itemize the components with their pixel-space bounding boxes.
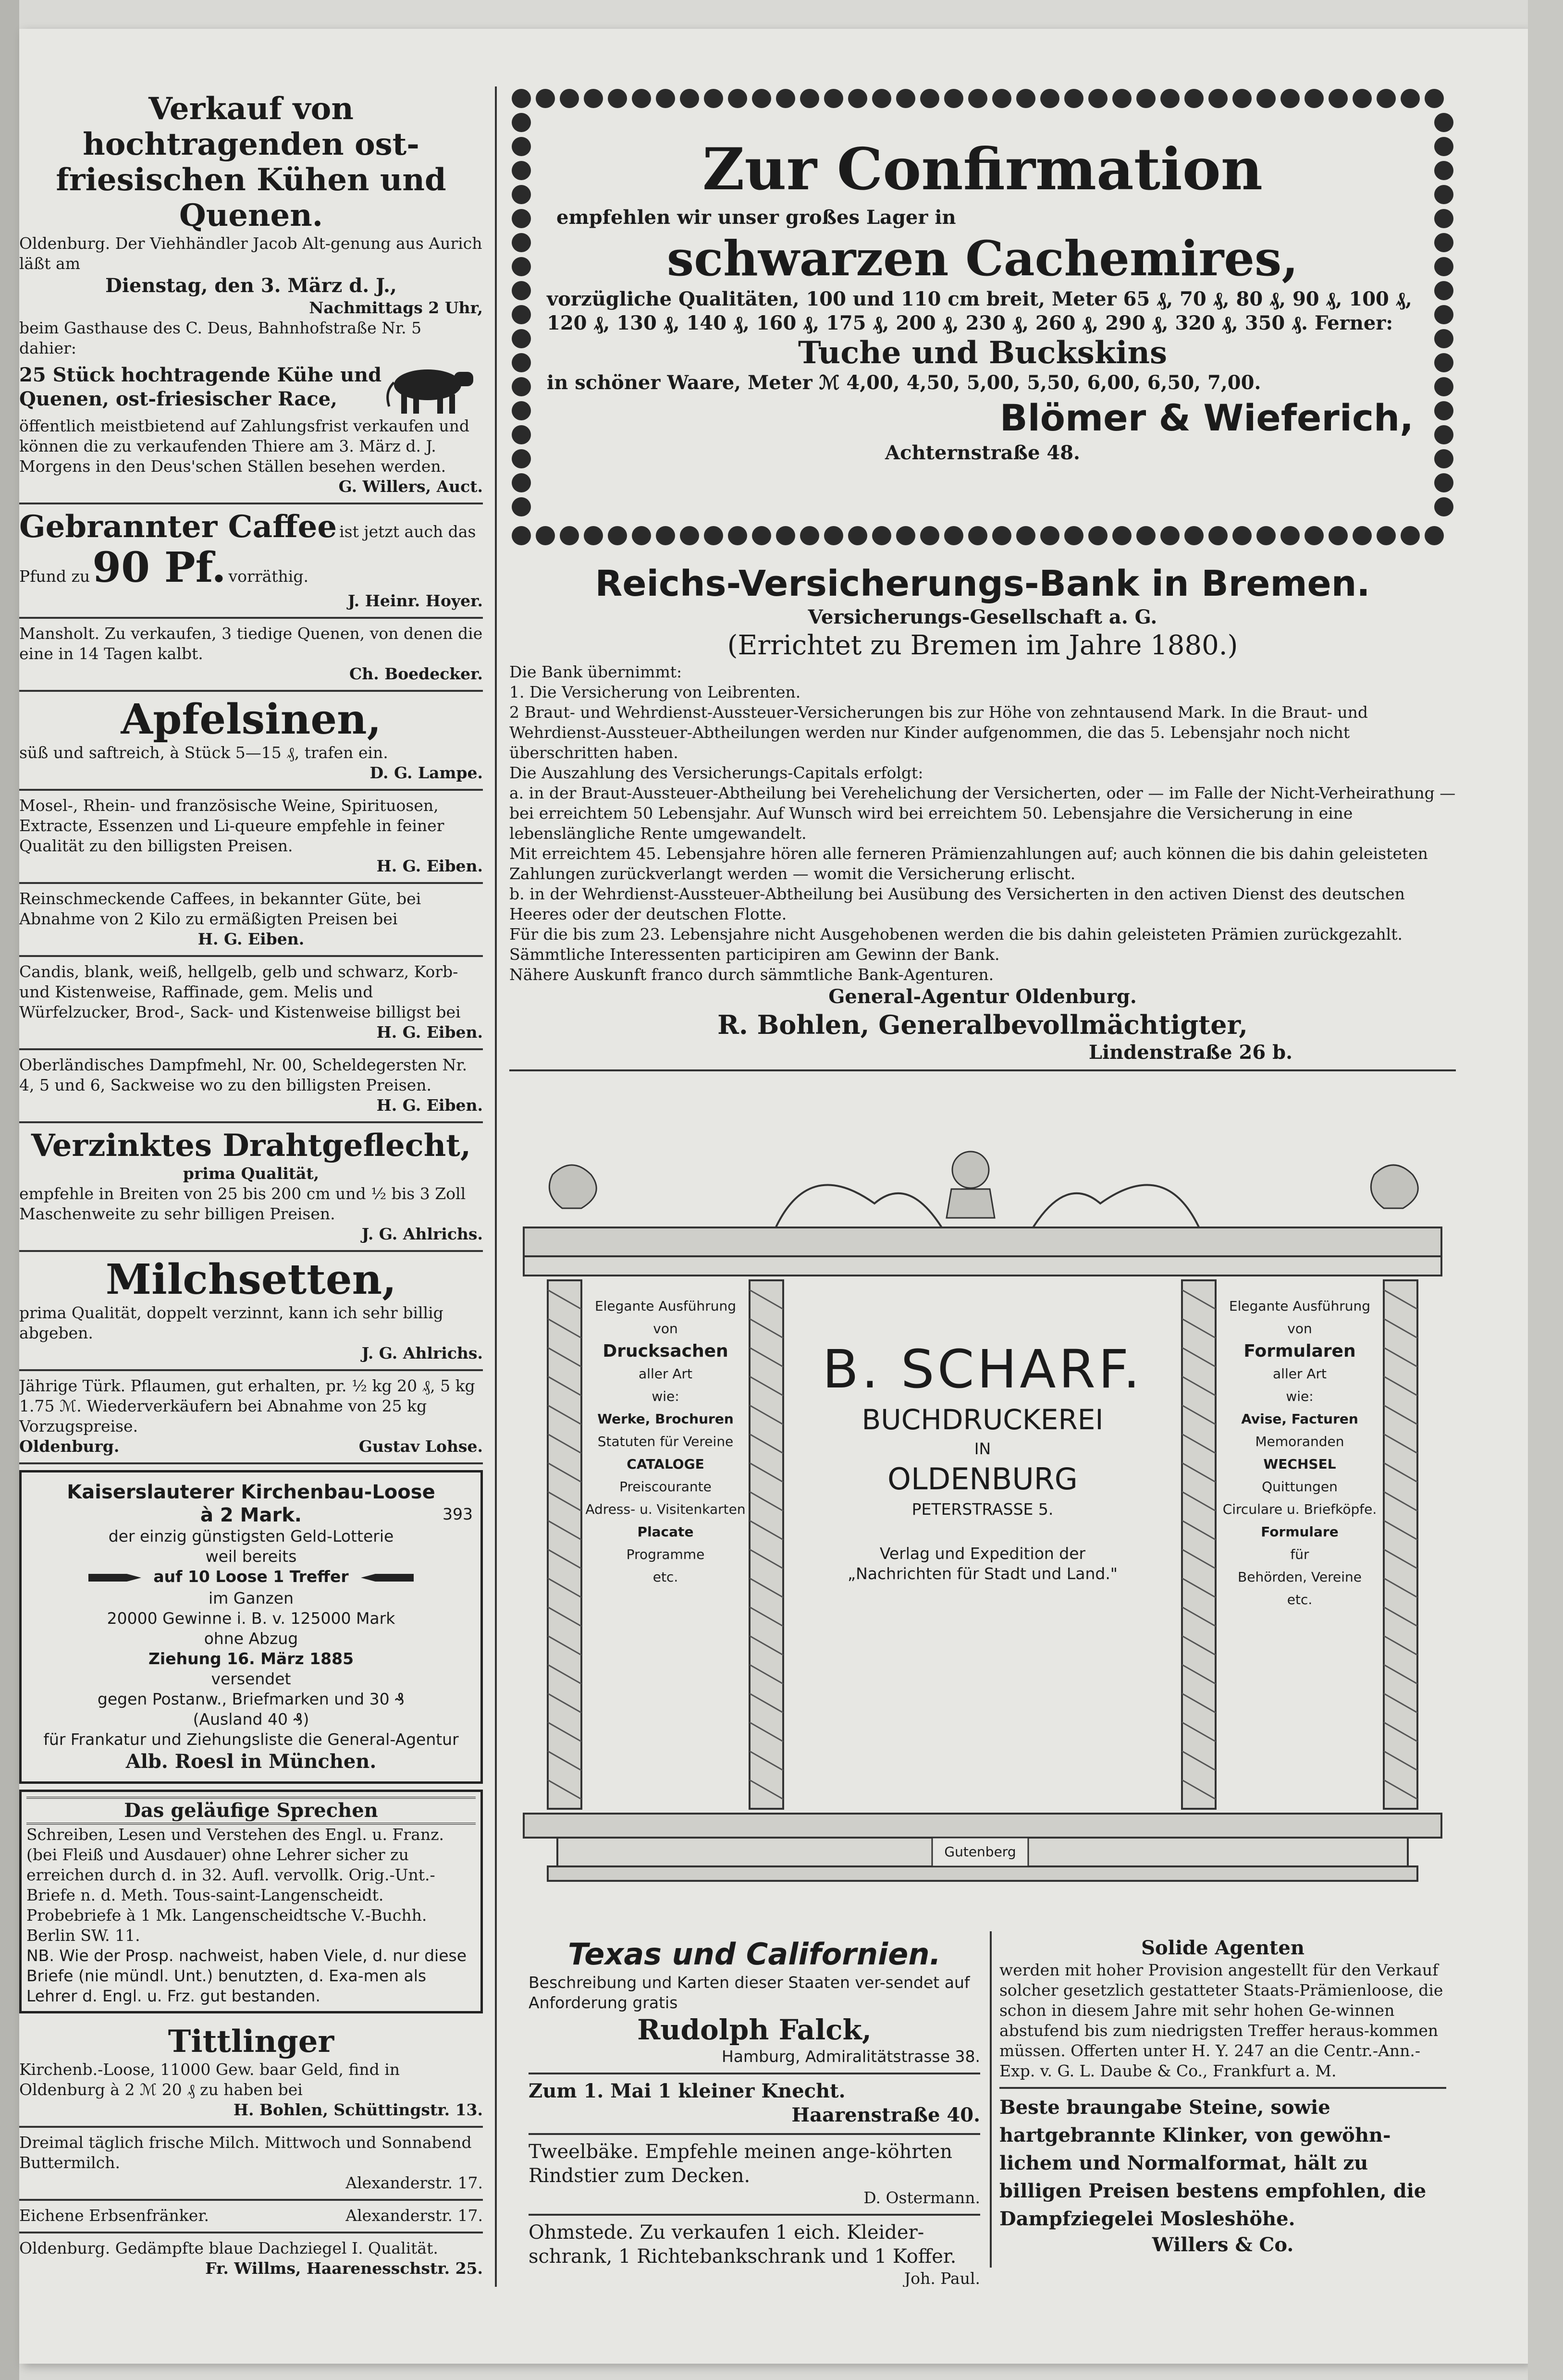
border-dot [1434, 185, 1453, 204]
border-dot [920, 89, 939, 108]
border-dot [1434, 377, 1453, 396]
ad-text: Zum 1. Mai 1 kleiner Knecht. [529, 2080, 846, 2102]
ad-text: Mansholt. Zu verkaufen, 3 tiedige Quenen, von denen die eine in 14 Tagen kalbt. [19, 624, 483, 663]
ad-text: Schreiben, Lesen und Verstehen des Engl. u. Franz. (bei Fleiß und Ausdauer) ohne Lehrer sicher zu erreichen durch d. in 32. Aufl. vervollk. Orig.-Unt.-Briefe n. d. Meth. Tous-saint-Langenscheidt. Probebriefe à 1 Mk. Langenscheidtsche V.-Buchh. Berlin SW. 11. [26, 1825, 444, 1945]
border-dot [1434, 353, 1453, 372]
border-dot [1434, 257, 1453, 276]
ad-text: Jährige Türk. Pflaumen, gut erhalten, pr. ½ kg 20 ₰, 5 kg 1.75 ℳ. Wiederverkäufern bei Abnahme von 25 kg Vorzugspreise. [19, 1376, 475, 1435]
printer-list-item: von [653, 1321, 678, 1337]
ad-title: Kaiserslauterer Kirchenbau-Loose [67, 1481, 435, 1503]
ad-cattle-sale [19, 86, 483, 504]
ad-signature: R. Bohlen, Generalbevollmächtigter, [717, 1009, 1248, 1040]
border-dot [896, 89, 915, 108]
ad-text: Kirchenb.-Loose, 11000 Gew. baar Geld, find in Oldenburg à 2 ℳ 20 ₰ zu haben bei [19, 2060, 400, 2099]
border-dot [920, 526, 939, 545]
printer-list-item: Behörden, Vereine [1238, 1569, 1362, 1585]
ad-bricks [999, 2089, 1446, 2263]
border-dot [1112, 89, 1132, 108]
border-dot [1434, 305, 1453, 324]
border-dot [1434, 209, 1453, 228]
border-dot [512, 89, 531, 108]
border-dot [512, 233, 531, 252]
ad-text: Dreimal täglich frische Milch. Mittwoch und Sonnabend Buttermilch. [19, 2133, 472, 2172]
border-dot [560, 89, 579, 108]
ad-paragraph: Nähere Auskunft franco durch sämmtliche Bank-Agenturen. [509, 965, 994, 984]
ad-tittlinger [19, 2019, 483, 2128]
printer-name: B. SCHARF. [822, 1338, 1143, 1400]
pointing-hand-icon [354, 1567, 416, 1588]
printer-list-item: Avise, Facturen [1241, 1411, 1358, 1427]
border-dot [1353, 89, 1372, 108]
ad-line: empfehlen wir unser großes Lager in [556, 206, 956, 229]
ad-line: vorzügliche Qualitäten, 100 und 110 cm breit, Meter 65 ₰, 70 ₰, 80 ₰, 90 ₰, 100 ₰, 120 ₰, 130 ₰, 140 ₰, 160 ₰, 175 ₰, 200 ₰, 230 ₰, 260 ₰, 290 ₰, 320 ₰, 350 ₰. Ferner: [547, 288, 1412, 334]
border-dot [776, 526, 795, 545]
printer-list-item: wie: [652, 1388, 679, 1404]
border-dot [1112, 526, 1132, 545]
cow-icon [382, 358, 483, 416]
ad-signature: Willers & Co. [1152, 2233, 1294, 2256]
ad-title: Verkauf von hochtragenden ost-friesischen Kühen und Quenen. [56, 91, 446, 233]
border-dot [512, 113, 531, 132]
printer-list-item: Statuten für Vereine [597, 1434, 734, 1449]
border-dot [1434, 425, 1453, 444]
border-dot [1016, 89, 1035, 108]
ad-signature: H. G. Eiben. [197, 930, 305, 948]
ad-title: Verzinktes Drahtgeflecht, [31, 1128, 471, 1164]
border-dot [1434, 473, 1453, 492]
ad-title: Tittlinger [168, 2023, 334, 2060]
ad-signature: Ch. Boedecker. [349, 664, 483, 683]
ad-text: süß und saftreich, à Stück 5—15 ₰, trafen ein. [19, 743, 388, 762]
border-dot [512, 497, 531, 516]
printer-left-list [581, 1295, 750, 1588]
border-dot [848, 89, 867, 108]
border-dot [512, 526, 531, 545]
border-dot [1329, 526, 1348, 545]
ad-date: Dienstag, den 3. März d. J., [105, 274, 397, 297]
border-dot [1434, 449, 1453, 468]
ad-text: Eichene Erbsenfränker. [19, 2206, 209, 2225]
border-dot [1377, 526, 1396, 545]
scharf-printing-ad [509, 1136, 1456, 1914]
ad-text: empfehle in Breiten von 25 bis 200 cm und ½ bis 3 Zoll Maschenweite zu sehr billigen Preisen. [19, 1184, 466, 1223]
border-dot [1040, 89, 1059, 108]
printer-street: PETERSTRASSE 5. [911, 1500, 1054, 1519]
border-dot [512, 449, 531, 468]
border-dot [1329, 89, 1348, 108]
bank-ad [509, 562, 1456, 1071]
ad-signature: Blömer & Wieferich, [999, 396, 1414, 439]
ad-line: weil bereits [205, 1547, 297, 1566]
ad-address: Haarenstraße 40. [791, 2104, 980, 2126]
ad-intro: Oldenburg. Der Viehhändler Jacob Alt-genung aus Aurich läßt am [19, 234, 482, 273]
printer-right-list [1216, 1295, 1384, 1611]
border-dot [752, 526, 771, 545]
border-dot [512, 305, 531, 324]
ad-line: auf 10 Loose 1 Treffer [153, 1567, 349, 1586]
border-dot [1434, 161, 1453, 180]
border-dot [1401, 526, 1420, 545]
ad-subtitle: Tuche und Buckskins [798, 335, 1168, 371]
border-dot [1377, 89, 1396, 108]
border-dot [968, 526, 987, 545]
ad-signature: H. G. Eiben. [376, 1096, 483, 1115]
ad-line: für Frankatur und Ziehungsliste die General-Agentur [43, 1730, 459, 1749]
printer-list-item: etc. [1287, 1592, 1313, 1607]
ad-number: 393 [443, 1505, 473, 1523]
border-dot [1305, 526, 1324, 545]
border-dot [872, 526, 891, 545]
border-dot [512, 353, 531, 372]
page-edge [1528, 0, 1563, 2380]
divider [509, 1069, 1456, 1071]
ad-oranges [19, 692, 483, 791]
ad-agents [999, 1931, 1446, 2089]
border-dot [512, 425, 531, 444]
ad-place: Oldenburg. [19, 1437, 120, 1456]
border-dot [944, 89, 963, 108]
ad-text: Oberländisches Dampfmehl, Nr. 00, Scheldegersten Nr. 4, 5 und 6, Sackweise wo zu den billigsten Preisen. [19, 1055, 468, 1094]
border-dot [1434, 137, 1453, 156]
border-dot [1425, 526, 1444, 545]
border-dot [1208, 526, 1228, 545]
ad-line: ohne Abzug [204, 1629, 298, 1648]
border-dot [632, 89, 651, 108]
printer-in: IN [974, 1439, 991, 1458]
ad-text: werden mit hoher Provision angestellt für den Verkauf solcher gesetzlich gestatteter Staats-Prämienloose, die schon in diesem Jahre mit sehr hohen Ge-winnen abstufend bis zum niedrigsten Treffer heraus-kommen müssen. Offerten unter H. Y. 247 an die Centr.-Ann.-Exp. v. G. L. Daube & Co., Frankfurt a. M. [999, 1961, 1443, 2080]
ad-title: Das geläufige Sprechen [26, 1797, 476, 1825]
printer-list-item: für [1290, 1546, 1309, 1562]
printer-list-item: Elegante Ausführung [1229, 1298, 1371, 1314]
ad-time: Nachmittags 2 Uhr, [309, 298, 483, 317]
border-dot [824, 526, 843, 545]
border-dot [512, 137, 531, 156]
border-dot [1256, 89, 1276, 108]
border-dot [584, 526, 603, 545]
border-dot [752, 89, 771, 108]
ad-wire [19, 1123, 483, 1252]
border-dot [608, 526, 627, 545]
border-dot [584, 89, 603, 108]
ad-roof-tiles [19, 2233, 483, 2284]
ad-bull [529, 2135, 980, 2216]
border-dot [536, 89, 555, 108]
ad-signature: D. G. Lampe. [369, 763, 483, 782]
border-dot [1184, 89, 1204, 108]
printer-list-item: Quittungen [1262, 1479, 1338, 1495]
ad-title: Zur Confirmation [702, 135, 1263, 203]
border-dot [632, 526, 651, 545]
ad-subtitle: Versicherungs-Gesellschaft a. G. [808, 606, 1157, 628]
ad-line: versendet [211, 1669, 291, 1688]
pointing-hand-icon [86, 1567, 148, 1588]
border-dot [680, 526, 699, 545]
ad-paragraph: Sämmtliche Interessenten participiren am Gewinn der Bank. [509, 945, 1000, 964]
printer-list-item: von [1287, 1321, 1312, 1337]
printer-city: OLDENBURG [887, 1461, 1078, 1497]
ad-text: Candis, blank, weiß, hellgelb, gelb und schwarz, Korb- und Kistenweise, Raffinade, gem. Melis und Würfelzucker, Brod-, Sack- und Kistenweise billigst bei [19, 962, 461, 1021]
ad-address: Lindenstraße 26 b. [1088, 1041, 1292, 1064]
printer-list-item: etc. [652, 1569, 678, 1585]
border-dot [608, 89, 627, 108]
ad-signature: J. G. Ahlrichs. [361, 1225, 483, 1243]
printer-list-item: CATALOGE [627, 1456, 704, 1472]
ad-mansholt [19, 619, 483, 692]
border-dot [704, 526, 723, 545]
border-dot [656, 89, 675, 108]
border-dot [992, 89, 1011, 108]
ad-place: beim Gasthause des C. Deus, Bahnhofstraße Nr. 5 dahier: [19, 319, 422, 357]
border-dot [512, 209, 531, 228]
right-column [509, 86, 1456, 2287]
border-dot [512, 161, 531, 180]
border-dot [1305, 89, 1324, 108]
border-dot [1434, 281, 1453, 300]
ad-text: Beste braungabe Steine, sowie hartgebrannte Klinker, von gewöhn-lichem und Normalformat, hält zu billigen Preisen bestens empfohlen, die Dampfziegelei Mosleshöhe. [999, 2096, 1427, 2230]
ad-text: Reinschmeckende Caffees, in bekannter Güte, bei Abnahme von 2 Kilo zu ermäßigten Preisen bei [19, 889, 421, 928]
ad-language [19, 1790, 483, 2013]
border-dot [1160, 526, 1180, 545]
ad-paragraph: Die Bank übernimmt: [509, 662, 682, 681]
ad-texas [529, 1931, 980, 2074]
ad-title: Apfelsinen, [121, 695, 382, 744]
printer-list-item: Werke, Brochuren [597, 1411, 734, 1427]
right-bottom-right [999, 1931, 1446, 2263]
ad-line: (Ausland 40 ₰) [193, 1709, 309, 1729]
right-bottom-left [529, 1931, 980, 2287]
border-dot [1256, 526, 1276, 545]
ad-text: Mosel-, Rhein- und französische Weine, Spirituosen, Extracte, Essenzen und Li-queure empfehle in feiner Qualität zu den billigsten Preisen. [19, 796, 444, 855]
ad-signature: Alexanderstr. 17. [345, 2206, 483, 2225]
border-dot [1160, 89, 1180, 108]
border-dot [872, 89, 891, 108]
border-dot [848, 526, 867, 545]
border-dot [1136, 89, 1156, 108]
border-dot [1184, 526, 1204, 545]
ad-signature: Rudolph Falck, [637, 2013, 872, 2046]
ad-paragraph: 1. Die Versicherung von Leibrenten. [509, 683, 801, 701]
ad-title: Gebrannter Caffee [19, 509, 337, 545]
border-dot [1434, 497, 1453, 516]
border-dot [1088, 89, 1108, 108]
ad-line: in schöner Waare, Meter ℳ 4,00, 4,50, 5,00, 5,50, 6,00, 6,50, 7,00. [547, 371, 1261, 394]
border-dot [1434, 329, 1453, 348]
border-dot [656, 526, 675, 545]
printer-verlag: Verlag und Expedition der „Nachrichten für Stadt und Land." [848, 1544, 1118, 1583]
printer-list-item: wie: [1286, 1388, 1314, 1404]
ad-text: Beschreibung und Karten dieser Staaten ver-sendet auf Anforderung gratis [529, 1973, 970, 2012]
ad-address: Hamburg, Admiralitätstrasse 38. [721, 2047, 980, 2066]
ad-text: Tweelbäke. Empfehle meinen ange-köhrten Rindstier zum Decken. [529, 2141, 952, 2187]
printer-list-item: Programme [626, 1546, 705, 1562]
ad-signature: Fr. Willms, Haarenesschstr. 25. [205, 2258, 483, 2278]
border-dot [1208, 89, 1228, 108]
border-dot [536, 526, 555, 545]
border-dot [1401, 89, 1420, 108]
ad-line: Ziehung 16. März 1885 [148, 1649, 354, 1668]
ad-signature: H. G. Eiben. [376, 857, 483, 875]
ad-flour [19, 1050, 483, 1123]
border-dot [1016, 526, 1035, 545]
border-dot [776, 89, 795, 108]
ad-line: der einzig günstigsten Geld-Lotterie [108, 1527, 394, 1546]
ad-title: Texas und Californien. [567, 1937, 941, 1972]
ad-title: Milchsetten, [105, 1255, 397, 1304]
border-dot [512, 377, 531, 396]
ad-body: öffentlich meistbietend auf Zahlungsfrist verkaufen und können die zu verkaufenden Thiere am 3. März d. J. Morgens in den Deus'schen Ställen besehen werden. [19, 417, 469, 476]
ad-subtitle: schwarzen Cachemires, [666, 230, 1299, 287]
printer-list-item: WECHSEL [1263, 1456, 1336, 1472]
ad-signature: Gustav Lohse. [358, 1437, 483, 1456]
ad-title: Reichs-Versicherungs-Bank in Bremen. [595, 563, 1370, 604]
ad-paragraph: Für die bis zum 23. Lebensjahre nicht Ausgehobenen werden die bis dahin geleisteten Prämien zurückgezahlt. [509, 925, 1403, 944]
printer-list-item: aller Art [639, 1366, 692, 1382]
ad-lottery [19, 1470, 483, 1784]
border-dot [992, 526, 1011, 545]
printer-trade: BUCHDRUCKEREI [861, 1403, 1104, 1436]
border-dot [512, 281, 531, 300]
ad-milk [19, 2128, 483, 2201]
ad-text: Oldenburg. Gedämpfte blaue Dachziegel I. Qualität. [19, 2238, 438, 2257]
printer-list-item: Circulare u. Briefköpfe. [1222, 1501, 1377, 1517]
ad-agency: General-Agentur Oldenburg. [828, 985, 1137, 1008]
ad-plums [19, 1371, 483, 1464]
printer-list-item: Memoranden [1255, 1434, 1344, 1449]
border-dot [728, 526, 747, 545]
ad-signature: Alexanderstr. 17. [345, 2173, 483, 2192]
printer-list-item: Formulare [1261, 1524, 1339, 1540]
border-dot [560, 526, 579, 545]
ad-paragraph: 2 Braut- und Wehrdienst-Aussteuer-Versicherungen bis zur Höhe von zehntausend Mark. In die Braut- und Wehrdienst-Aussteuer-Abtheilungen werden nur Kinder aufgenommen, die das 5. Lebensjahr noch nicht überschritten haben. [509, 703, 1368, 762]
ad-paragraph: Die Auszahlung des Versicherungs-Capitals erfolgt: [509, 763, 923, 782]
ad-signature: J. G. Ahlrichs. [361, 1344, 483, 1362]
ad-sugar [19, 957, 483, 1050]
ad-signature: D. Ostermann. [863, 2188, 980, 2207]
ad-text: Ohmstede. Zu verkaufen 1 eich. Kleider-schrank, 1 Richtebankschrank und 1 Koffer. [529, 2221, 957, 2268]
ad-line: gegen Postanw., Briefmarken und 30 ₰ [97, 1689, 405, 1708]
border-dot [1064, 526, 1083, 545]
ad-established: (Errichtet zu Bremen im Jahre 1880.) [727, 630, 1238, 661]
ad-subtitle: prima Qualität, [183, 1164, 320, 1183]
confirmation-ad [509, 86, 1456, 548]
column-divider [990, 1931, 992, 2268]
ad-signature: Alb. Roesl in München. [125, 1750, 377, 1773]
ad-wines [19, 791, 483, 884]
ad-text: Pfund zu [19, 567, 90, 586]
border-dot [1280, 526, 1300, 545]
border-dot [1064, 89, 1083, 108]
border-dot [968, 89, 987, 108]
printer-list-item: Elegante Ausführung [594, 1298, 737, 1314]
border-dot [1434, 233, 1453, 252]
border-dot [704, 89, 723, 108]
ad-milk-pans [19, 1252, 483, 1371]
border-dot [1136, 526, 1156, 545]
border-dot [1434, 401, 1453, 420]
ad-signature: J. Heinr. Hoyer. [347, 591, 483, 610]
ad-text: prima Qualität, doppelt verzinnt, kann ich sehr billig abgeben. [19, 1303, 443, 1342]
ad-paragraph: b. in der Wehrdienst-Aussteuer-Abtheilung bei Ausübung des Versicherten in den activen Dienst des deutschen Heeres oder der deutschen Flotte. [509, 884, 1405, 923]
border-dot [680, 89, 699, 108]
ad-signature: Joh. Paul. [904, 2269, 980, 2287]
border-dot [1280, 89, 1300, 108]
border-dot [512, 329, 531, 348]
ad-paragraph: a. in der Braut-Aussteuer-Abtheilung bei Verehelichung der Versicherten, oder — im Falle der Nicht-Verheirathung — bei erreichtem 50 Lebensjahr. Auf Wunsch wird bei erreichtem 50. Lebensjahre die Versicherung in eine lebenslängliche Rente umgewandelt. [509, 784, 1456, 843]
ad-count: 25 Stück hochtragende Kühe und Quenen, ost-friesischer Race, [19, 364, 382, 410]
border-dot [1040, 526, 1059, 545]
ad-note: NB. Wie der Prosp. nachweist, haben Viele, d. nur diese Briefe (nie mündl. Unt.) benutzten, d. Exa-men als Lehrer d. Engl. u. Frz. gut bestanden. [26, 1946, 467, 2005]
border-dot [512, 473, 531, 492]
ad-signature: H. Bohlen, Schüttingstr. 13. [233, 2100, 483, 2119]
column-divider [495, 86, 497, 2287]
border-dot [944, 526, 963, 545]
ad-paragraph: Mit erreichtem 45. Lebensjahre hören alle ferneren Prämienzahlungen auf; auch können die bis dahin geleisteten Zahlungen zurückverlangt werden — womit die Versicherung erlischt. [509, 844, 1428, 883]
printer-list-item: Adress- u. Visitenkarten [585, 1501, 746, 1517]
ad-line: im Ganzen [208, 1588, 294, 1607]
border-dot [1434, 113, 1453, 132]
border-dot [728, 89, 747, 108]
gutenberg-plaque: Gutenberg [944, 1844, 1016, 1860]
ad-servant [529, 2074, 980, 2135]
ad-text: ist jetzt auch das [339, 522, 476, 541]
border-dot [896, 526, 915, 545]
ad-coffee [19, 504, 483, 619]
border-dot [1353, 526, 1372, 545]
printer-list-item: Placate [637, 1524, 694, 1540]
border-dot [824, 89, 843, 108]
printer-list-item: aller Art [1273, 1366, 1327, 1382]
page-gutter [0, 0, 19, 2380]
ad-pea-sticks [19, 2201, 483, 2233]
ad-address: Achternstraße 48. [885, 442, 1080, 464]
ad-furniture [529, 2216, 980, 2287]
printer-list-item: Preiscourante [619, 1479, 712, 1495]
ad-text: vorräthig. [228, 567, 308, 586]
printer-list-item: Formularen [1243, 1341, 1356, 1361]
border-dot [1088, 526, 1108, 545]
ad-line: 20000 Gewinne i. B. v. 125000 Mark [107, 1608, 395, 1628]
ad-price: 90 Pf. [92, 543, 226, 592]
border-dot [512, 401, 531, 420]
ad-price: à 2 Mark. [200, 1504, 302, 1526]
ad-signature: G. Willers, Auct. [338, 477, 483, 496]
border-dot [1232, 89, 1252, 108]
border-dot [1425, 89, 1444, 108]
border-dot [800, 89, 819, 108]
border-dot [1232, 526, 1252, 545]
ad-title: Solide Agenten [1141, 1937, 1305, 1959]
border-dot [800, 526, 819, 545]
printer-list-item: Drucksachen [603, 1341, 728, 1361]
border-dot [512, 257, 531, 276]
ad-signature: H. G. Eiben. [376, 1023, 483, 1042]
border-dot [512, 185, 531, 204]
left-column [19, 86, 483, 2287]
ad-coffees [19, 884, 483, 957]
